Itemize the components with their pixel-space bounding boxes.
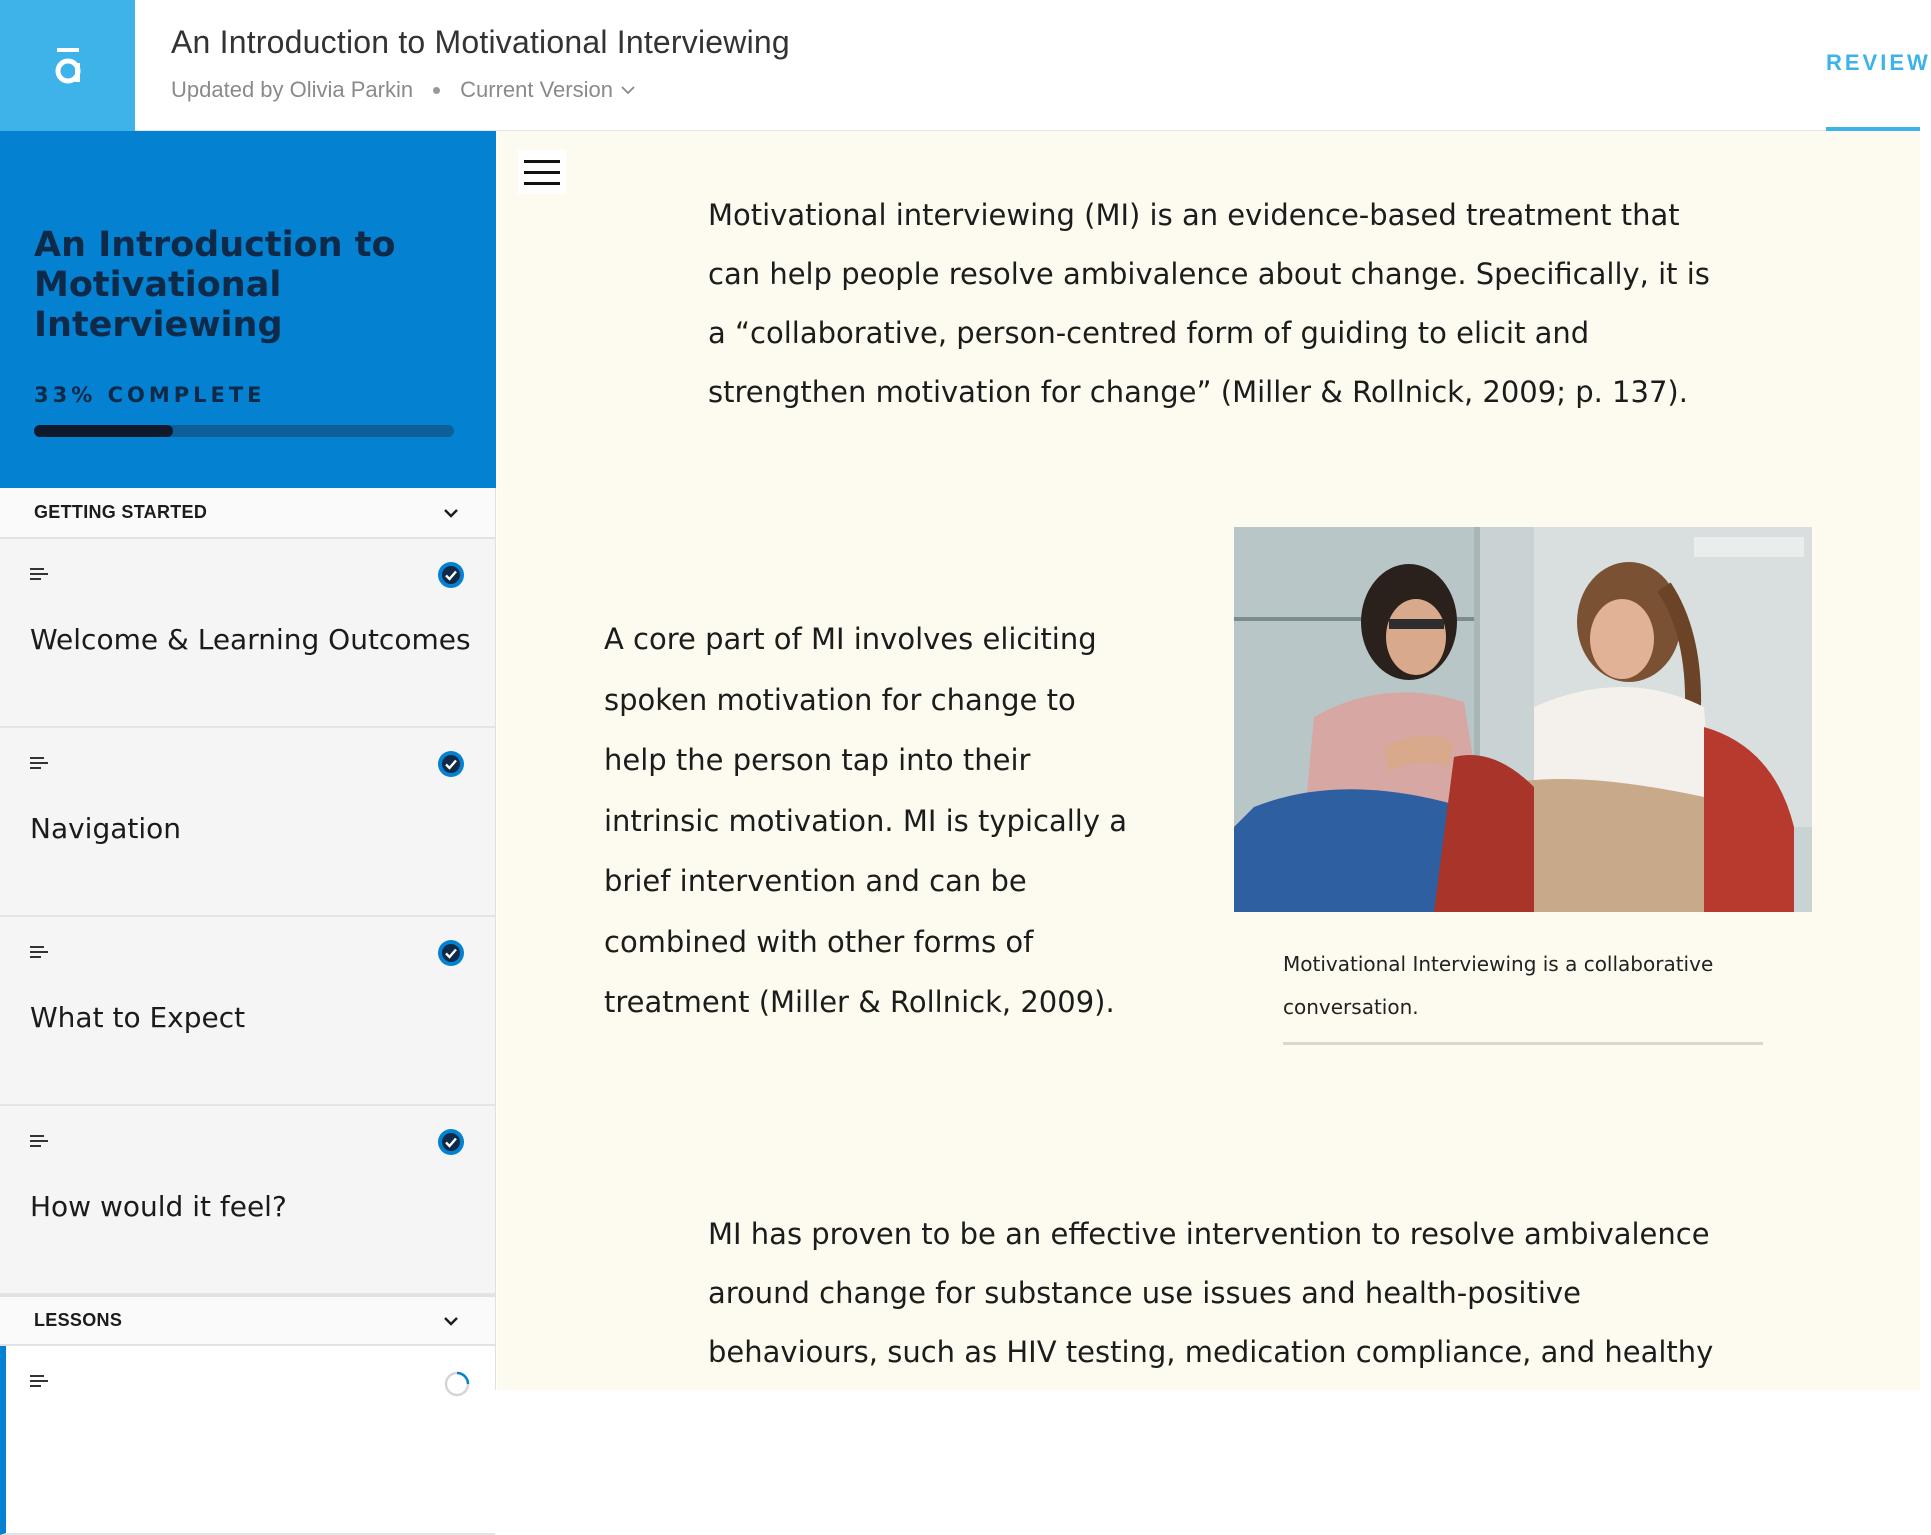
- app-logo[interactable]: [0, 0, 135, 131]
- text-lesson-icon: [30, 567, 48, 581]
- version-label: Current Version: [460, 77, 613, 102]
- top-bar: [0, 0, 1931, 131]
- version-dropdown[interactable]: [460, 77, 635, 103]
- in-progress-icon: [443, 1370, 471, 1398]
- section-getting-started[interactable]: [0, 488, 495, 539]
- separator-dot: [433, 87, 440, 94]
- conversation-photo: [1234, 527, 1812, 912]
- section-label: GETTING STARTED: [34, 502, 208, 522]
- lesson-content: [497, 131, 1920, 1390]
- lesson-title: Welcome & Learning Outcomes: [30, 623, 471, 656]
- lesson-what-to-expect[interactable]: [0, 917, 495, 1106]
- tab-review[interactable]: REVIEW: [1826, 50, 1931, 75]
- section-label: LESSONS: [34, 1310, 123, 1330]
- progress-bar-fill: [34, 425, 173, 437]
- intro-paragraph: Motivational interviewing (MI) is an evidence-based treatment that can help people resolve ambivalence about change. Specifically, it is a “collaborative, person-centred form of guiding to elicit and strengthen motivation for change” (Miller & Rollnick, 2009; p. 137).: [708, 198, 1710, 409]
- figure-caption: Motivational Interviewing is a collaborative conversation.: [1283, 952, 1714, 1019]
- chevron-down-icon: [443, 1316, 459, 1326]
- photo-illustration: [1234, 527, 1812, 912]
- course-header: [0, 131, 496, 488]
- lesson-title: How would it feel?: [30, 1190, 287, 1223]
- text-lesson-icon: [30, 1374, 48, 1388]
- lesson-current[interactable]: [0, 1346, 495, 1535]
- hamburger-icon: [524, 182, 560, 185]
- core-paragraph: A core part of MI involves eliciting spoken motivation for change to help the person tap into their intrinsic motivation. MI is typically a brief intervention and can be combined with other forms of treatment (Miller & Rollnick, 2009).: [604, 622, 1127, 1019]
- lesson-navigation[interactable]: [0, 728, 495, 917]
- completed-check-icon: [437, 750, 465, 778]
- rise-logo-icon: [51, 46, 85, 86]
- lesson-how-would-it-feel[interactable]: [0, 1106, 495, 1295]
- hamburger-icon: [524, 160, 560, 163]
- completed-check-icon: [437, 939, 465, 967]
- effectiveness-paragraph: MI has proven to be an effective intervention to resolve ambivalence around change for substance use issues and health-positive behaviours, such as HIV testing, medication compliance, and healthy: [708, 1217, 1714, 1369]
- hamburger-icon: [524, 171, 560, 174]
- text-lesson-icon: [30, 1134, 48, 1148]
- lesson-title: Navigation: [30, 812, 182, 845]
- section-lessons[interactable]: [0, 1295, 495, 1346]
- menu-toggle-button[interactable]: [518, 150, 566, 194]
- lesson-welcome[interactable]: [0, 539, 495, 728]
- text-lesson-icon: [30, 756, 48, 770]
- completed-check-icon: [437, 561, 465, 589]
- page-title: An Introduction to Motivational Interviewing: [171, 24, 790, 60]
- text-lesson-icon: [30, 945, 48, 959]
- updated-by-label: Updated by Olivia Parkin: [171, 77, 414, 102]
- completed-check-icon: [437, 1128, 465, 1156]
- progress-bar: [34, 425, 454, 437]
- progress-label: 33% COMPLETE: [34, 383, 266, 407]
- document-meta: [171, 77, 635, 103]
- lesson-title: What to Expect: [30, 1001, 246, 1034]
- chevron-down-icon: [621, 86, 635, 95]
- course-title: An Introduction to Motivational Interviewing: [34, 225, 396, 345]
- chevron-down-icon: [443, 508, 459, 518]
- caption-divider: [1283, 1042, 1763, 1045]
- course-sidebar: [0, 131, 496, 1390]
